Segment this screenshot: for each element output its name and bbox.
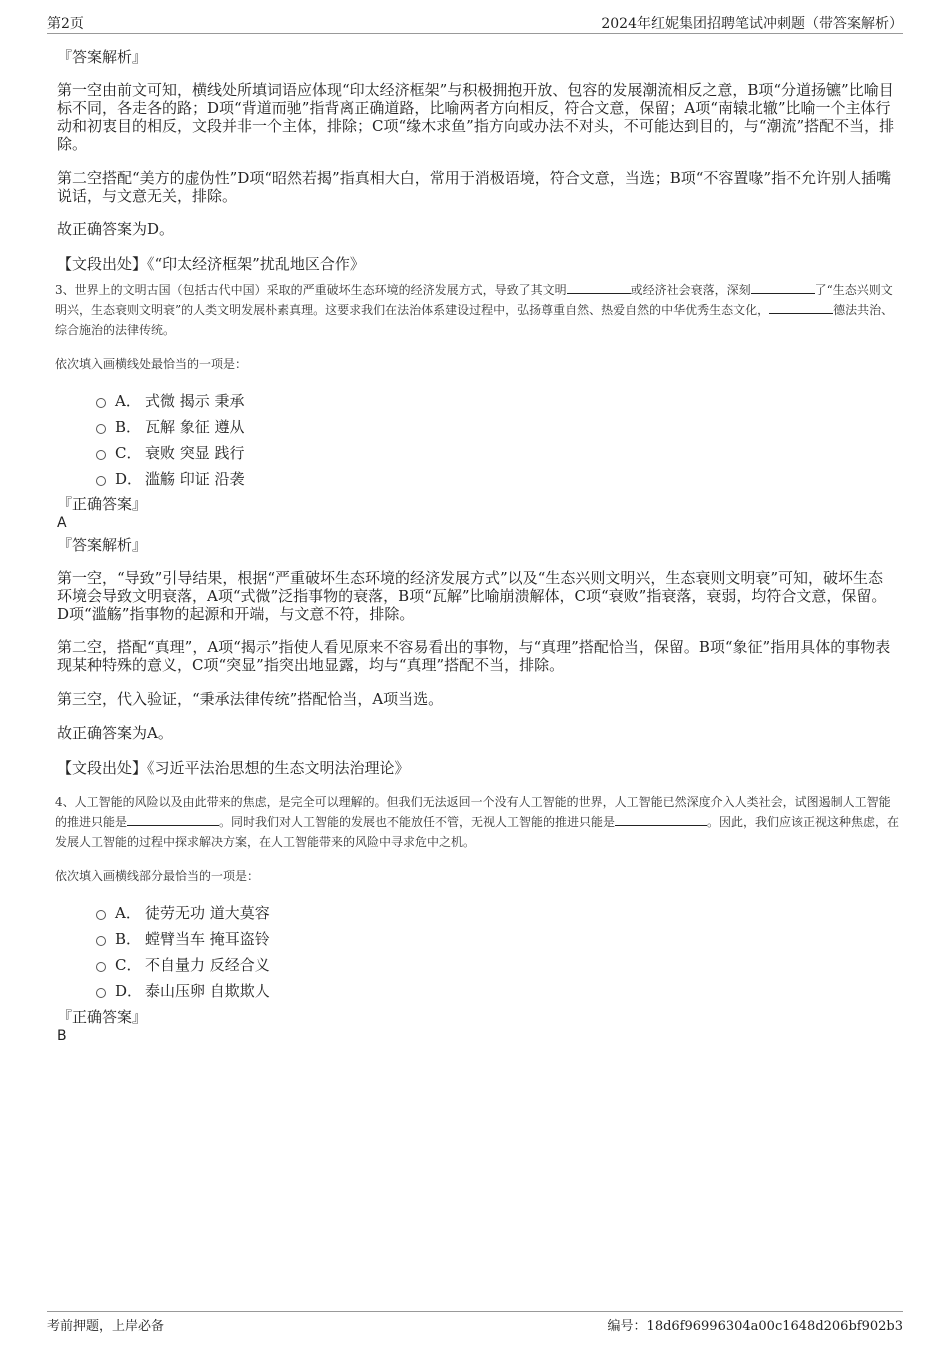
fill-blank	[769, 301, 833, 314]
fill-blank	[615, 813, 707, 826]
radio-icon[interactable]	[96, 910, 106, 920]
radio-icon[interactable]	[96, 988, 106, 998]
document-id: 编号：18d6f96996304a00c1648d206bf902b3	[607, 1319, 903, 1334]
footer-divider	[47, 1311, 903, 1312]
option-c[interactable]: C． 衰败 突显 践行	[96, 442, 245, 463]
option-d[interactable]: D． 滥觞 印证 沿袭	[96, 468, 245, 489]
radio-icon[interactable]	[96, 476, 106, 486]
analysis-paragraph: 第一空，“导致”引导结果，根据“严重破坏生态环境的经济发展方式”以及“生态兴则文明兴，生态衰则文明衰”可知，破坏生态环境会导致文明衰落，A项“式微”泛指事物的衰落，B项“瓦解”比喻崩溃解体，C项“衰败”指衰落，衰弱，均符合文意，保留。D项“滥觞”指事物的起源和开端，与文意不符，排除。	[57, 569, 887, 623]
radio-icon[interactable]	[96, 450, 106, 460]
analysis-conclusion: 故正确答案为D。	[57, 220, 175, 238]
footer-slogan: 考前押题，上岸必备	[47, 1319, 165, 1334]
radio-icon[interactable]	[96, 398, 106, 408]
source-citation: 【文段出处】《“印太经济框架”扰乱地区合作》	[57, 255, 365, 273]
question-prompt: 依次填入画横线处最恰当的一项是：	[55, 357, 248, 371]
radio-icon[interactable]	[96, 962, 106, 972]
correct-answer-label: 『正确答案』	[57, 495, 148, 513]
option-b[interactable]: B． 瓦解 象征 遵从	[96, 416, 245, 437]
correct-answer: B	[57, 1028, 67, 1044]
radio-icon[interactable]	[96, 936, 106, 946]
correct-answer: A	[57, 515, 67, 531]
analysis-paragraph: 第二空搭配“美方的虚伪性”D项“昭然若揭”指真相大白，常用于消极语境，符合文意，当选；B项“不容置喙”指不允许别人插嘴说话，与文意无关，排除。	[57, 169, 892, 205]
option-a[interactable]: A． 式微 揭示 秉承	[96, 390, 245, 411]
page-number: 第2页	[47, 16, 84, 32]
analysis-label: 『答案解析』	[57, 536, 148, 554]
fill-blank	[567, 281, 631, 294]
document-title: 2024年红妮集团招聘笔试冲刺题（带答案解析）	[601, 16, 903, 32]
question-text: 4、人工智能的风险以及由此带来的焦虑，是完全可以理解的。但我们无法返回一个没有人工智能的世界，人工智能已然深度介入人类社会，试图遏制人工智能的推进只能是 。同时我们对人工智能的发展也不能放任不管，无视人工智能的推进只能是 。因此，我们应该正视这种焦虑，在发展人工智能的过程中探求解决方案，在人工智能带来的风险中寻求危中之机。	[55, 795, 900, 849]
analysis-paragraph: 第一空由前文可知，横线处所填词语应体现“印太经济框架”与积极拥抱开放、包容的发展潮流相反之意，B项“分道扬镳”比喻目标不同，各走各的路；D项“背道而驰”指背离正确道路，比喻两者方向相反，符合文意，保留；A项“南辕北辙”比喻一个主体行动和初衷目的相反，文段并非一个主体，排除；C项“缘木求鱼”指方向或办法不对头，不可能达到目的，与“潮流”搭配不当，排除。	[57, 81, 895, 153]
option-a[interactable]: A． 徒劳无功 道大莫容	[96, 902, 270, 923]
source-citation: 【文段出处】《习近平法治思想的生态文明法治理论》	[57, 759, 410, 777]
analysis-conclusion: 故正确答案为A。	[57, 724, 173, 742]
fill-blank	[751, 281, 815, 294]
option-d[interactable]: D． 泰山压卵 自欺欺人	[96, 980, 270, 1001]
question-text: 3、世界上的文明古国（包括古代中国）采取的严重破坏生态环境的经济发展方式，导致了其文明 或经济社会衰落，深刻 了“生态兴则文明兴，生态衰则文明衰”的人类文明发展朴素真理。这要求我们在法治体系建设过程中，弘扬尊重自然、热爱自然的中华优秀生态文化， 德法共治、综合施治的法律传统。	[55, 283, 894, 337]
analysis-label: 『答案解析』	[57, 48, 148, 66]
analysis-paragraph: 第二空，搭配“真理”，A项“揭示”指使人看见原来不容易看出的事物，与“真理”搭配恰当，保留。B项“象征”指用具体的事物表现某种特殊的意义，C项“突显”指突出地显露，均与“真理”搭配不当，排除。	[57, 638, 891, 674]
analysis-paragraph: 第三空，代入验证，“秉承法律传统”搭配恰当，A项当选。	[57, 690, 444, 708]
question-prompt: 依次填入画横线部分最恰当的一项是：	[55, 869, 260, 883]
option-b[interactable]: B． 螳臂当车 掩耳盗铃	[96, 928, 270, 949]
option-c[interactable]: C． 不自量力 反经合义	[96, 954, 270, 975]
fill-blank	[127, 813, 219, 826]
correct-answer-label: 『正确答案』	[57, 1008, 148, 1026]
radio-icon[interactable]	[96, 424, 106, 434]
header-divider	[47, 33, 903, 34]
